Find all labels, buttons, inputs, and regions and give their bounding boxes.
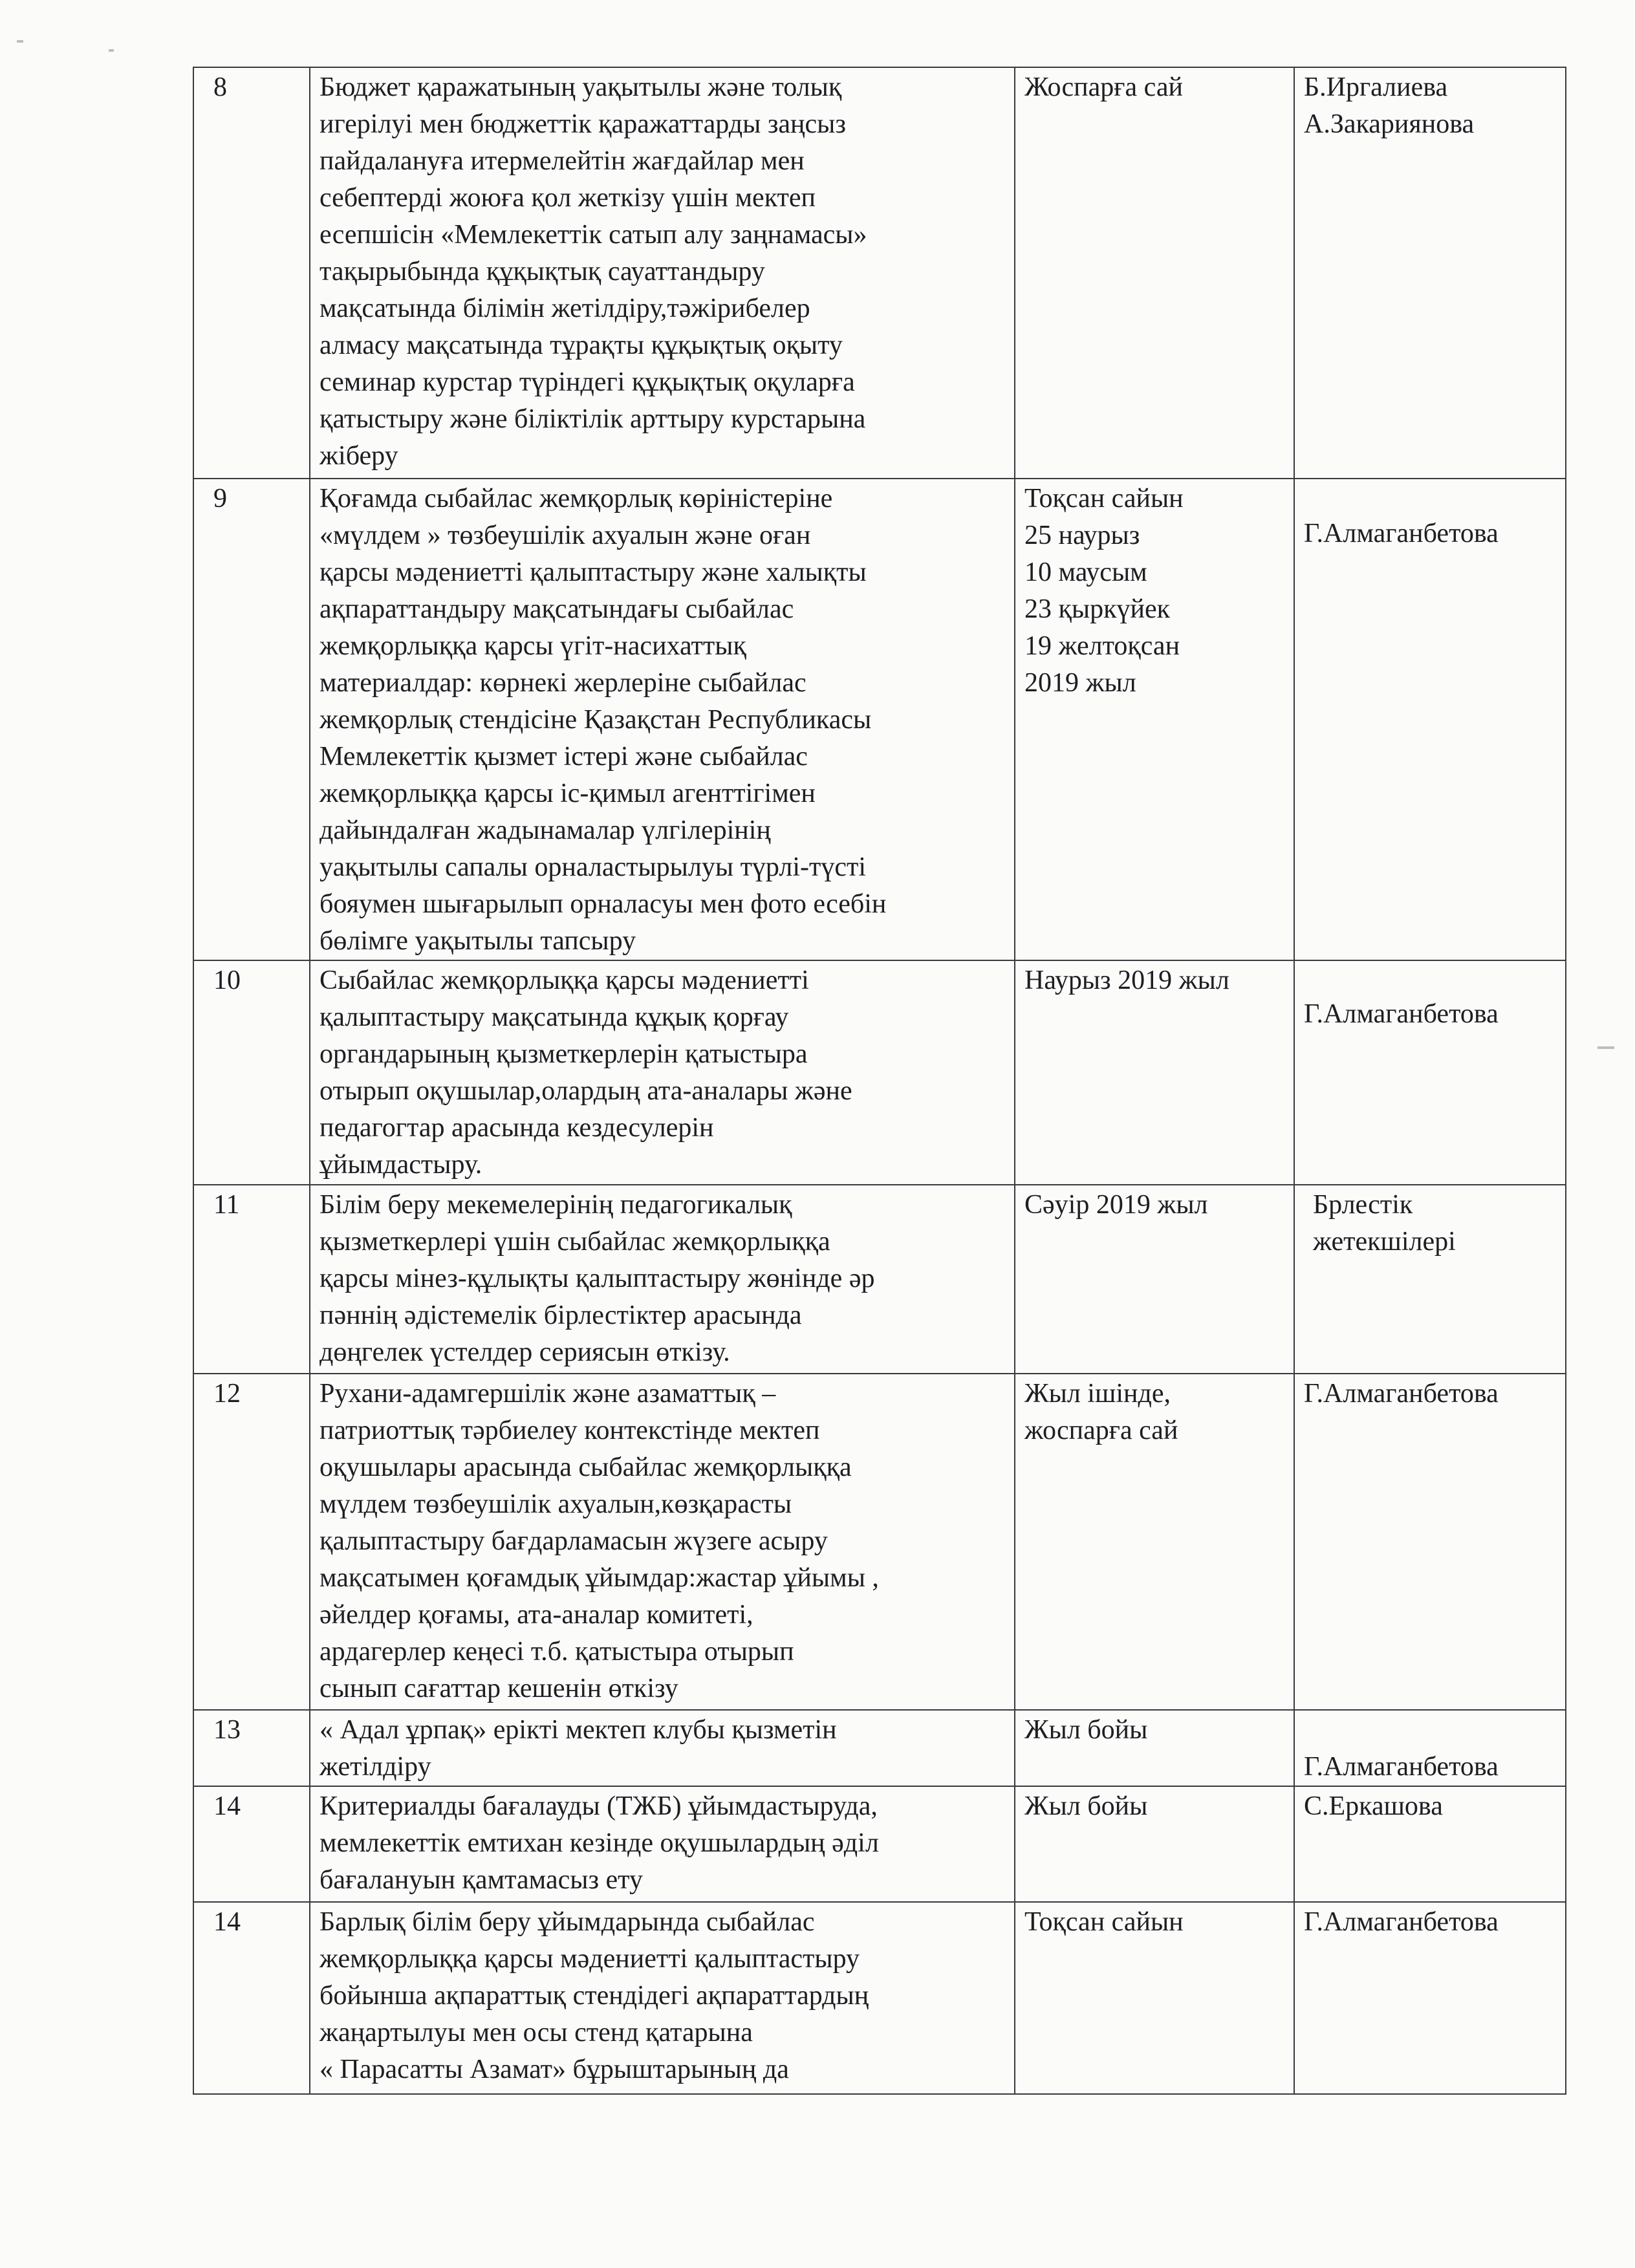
row-number: 12 [193,1374,310,1710]
action-cell: Қоғамда сыбайлас жемқорлық көріністеріне «мүлдем » төзбеушілік ахуалын және оған қарсы мәдениетті қалыптастыру және халықты ақпараттандыру мақсатындағы сыбайлас жемқорлыққа қарсы үгіт-насихаттық материалдар: көрнекі жерлеріне сыбайлас жемқорлық стендісіне Қазақстан Республикасы Мемлекеттік қызмет істері және сыбайлас жемқорлыққа қарсы іс-қимыл агенттігімен дайындалған жадынамалар үлгілерінің уақытылы сапалы орналастырылуы түрлі-түсті бояумен шығарылып орналасуы мен фото есебін бөлімге уақытылы тапсыру [310,479,1015,960]
row-number: 13 [193,1710,310,1786]
row-number: 8 [193,67,310,479]
table-row [193,1710,1566,1786]
responsible-cell: Б.Иргалиева А.Закариянова [1294,67,1566,479]
term-cell: Сәуір 2019 жыл [1015,1185,1294,1374]
term-cell: Жыл бойы [1015,1710,1294,1786]
responsible-cell: Г.Алмаганбетова [1294,1710,1566,1786]
table-row [193,479,1566,960]
term-cell: Жоспарға сай [1015,67,1294,479]
term-cell: Жыл ішінде, жоспарға сай [1015,1374,1294,1710]
measures-table [193,67,1566,2095]
action-cell: Критериалды бағалауды (ТЖБ) ұйымдастыруда, мемлекеттік емтихан кезінде оқушылардың әділ бағалануын қамтамасыз ету [310,1786,1015,1902]
responsible-cell: Г.Алмаганбетова [1294,1902,1566,2094]
action-cell: Сыбайлас жемқорлыққа қарсы мәдениетті қалыптастыру мақсатында құқық қорғау органдарының қызметкерлерін қатыстыра отырып оқушылар,олардың ата-аналары және педагогтар арасында кездесулерін ұйымдастыру. [310,960,1015,1185]
table-row [193,1902,1566,2094]
table-row [193,67,1566,479]
term-cell: Тоқсан сайын [1015,1902,1294,2094]
scan-speck [17,40,23,43]
action-cell: « Адал ұрпақ» ерікті мектеп клубы қызметін жетілдіру [310,1710,1015,1786]
term-cell: Тоқсан сайын 25 наурыз 10 маусым 23 қыркүйек 19 желтоқсан 2019 жыл [1015,479,1294,960]
action-cell: Білім беру мекемелерінің педагогикалық қызметкерлері үшін сыбайлас жемқорлыққа қарсы мінез-құлықты қалыптастыру жөнінде әр пәннің әдістемелік бірлестіктер арасында дөңгелек үстелдер сериясын өткізу. [310,1185,1015,1374]
responsible-cell: Брлестік жетекшілері [1294,1185,1566,1374]
action-cell: Рухани-адамгершілік және азаматтық – патриоттық тәрбиелеу контекстінде мектеп оқушылары арасында сыбайлас жемқорлыққа мүлдем төзбеушілік ахуалын,көзқарасты қалыптастыру бағдарламасын жүзеге асыру мақсатымен қоғамдық ұйымдар:жастар ұйымы , әйелдер қоғамы, ата-аналар комитеті, ардагерлер кеңесі т.б. қатыстыра отырып сынып сағаттар кешенін өткізу [310,1374,1015,1710]
table-row [193,1374,1566,1710]
row-number: 14 [193,1786,310,1902]
responsible-cell: Г.Алмаганбетова [1294,1374,1566,1710]
action-cell: Барлық білім беру ұйымдарында сыбайлас жемқорлыққа қарсы мәдениетті қалыптастыру бойынша ақпараттық стендідегі ақпараттардың жаңартылуы мен осы стенд қатарына « Парасатты Азамат» бұрыштарының да [310,1902,1015,2094]
row-number: 11 [193,1185,310,1374]
responsible-cell: С.Еркашова [1294,1786,1566,1902]
scan-speck [1597,1046,1614,1049]
action-cell: Бюджет қаражатының уақытылы және толық игерілуі мен бюджеттік қаражаттарды заңсыз пайдалануға итермелейтін жағдайлар мен себептерді жоюға қол жеткізу үшін мектеп есепшісін «Мемлекеттік сатып алу заңнамасы» тақырыбында құқықтық сауаттандыру мақсатында білімін жетілдіру,тәжірибелер алмасу мақсатында тұрақты құқықтық оқыту семинар курстар түріндегі құқықтық оқуларға қатыстыру және біліктілік арттыру курстарына жіберу [310,67,1015,479]
table-row [193,1185,1566,1374]
table-row [193,1786,1566,1902]
responsible-cell: Г.Алмаганбетова [1294,479,1566,960]
row-number: 14 [193,1902,310,2094]
scan-speck [109,49,114,52]
responsible-cell: Г.Алмаганбетова [1294,960,1566,1185]
term-cell: Наурыз 2019 жыл [1015,960,1294,1185]
table-row [193,960,1566,1185]
row-number: 10 [193,960,310,1185]
term-cell: Жыл бойы [1015,1786,1294,1902]
row-number: 9 [193,479,310,960]
